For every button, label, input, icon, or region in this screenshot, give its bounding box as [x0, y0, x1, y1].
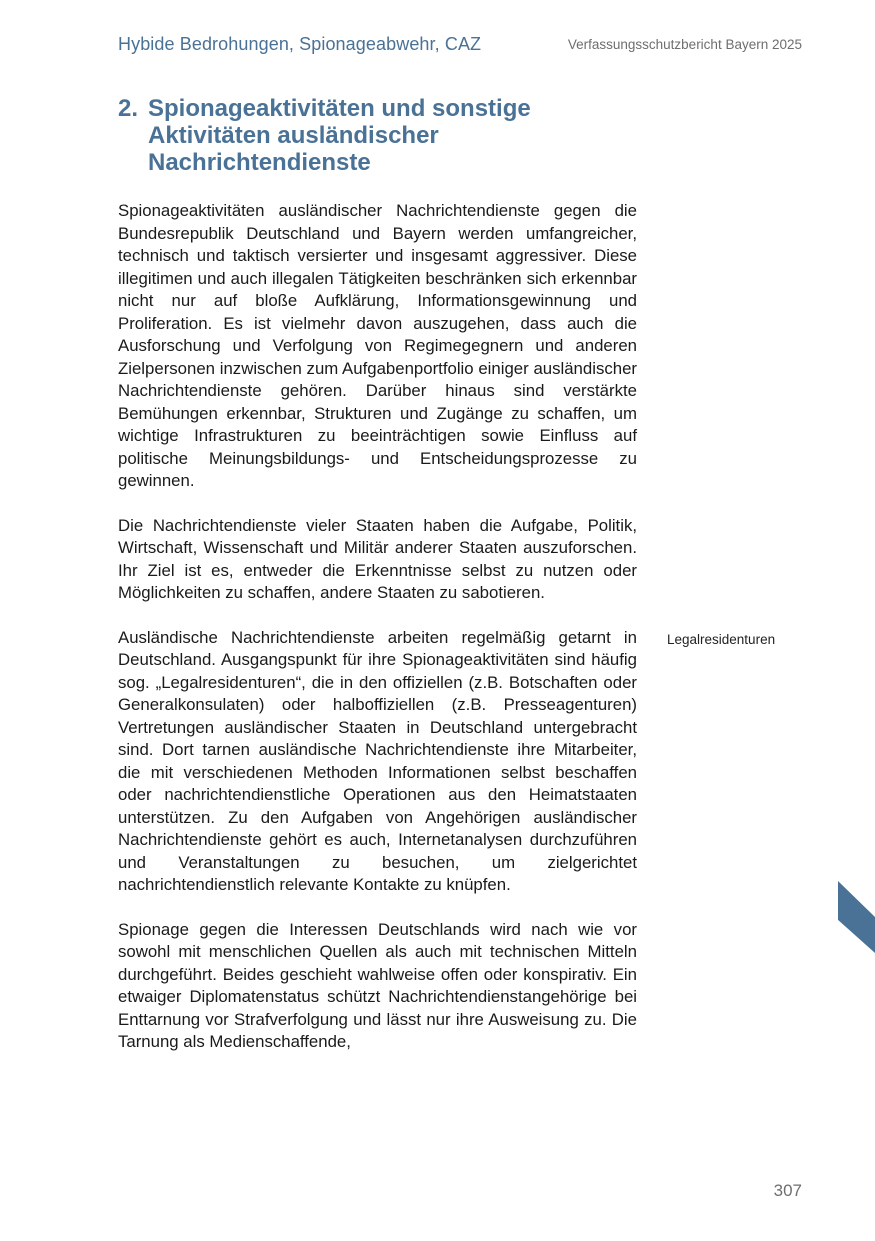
paragraph-3: Ausländische Nachrichtendienste arbeiten regelmäßig getarnt in Deutschland. Ausgangspunkt für ihre Spionageaktivitäten sind häufig sog. „Legalresidenturen“, die in den offiziellen (z.B. Botschaften oder Generalkonsulaten) oder halboffiziellen (z.B. Presseagenturen) Vertretungen ausländischer Staaten in Deutschland untergebracht sind. Dort tarnen ausländische Nachrichtendienste ihre Mitarbeiter, die mit verschiedenen Methoden Informationen selbst beschaffen oder nachrichtendienstliche Operationen aus den Heimatstaaten unterstützen. Zu den Aufgaben von Angehörigen ausländischer Nachrichtendienste gehört es auch, Internetanalysen durchzuführen und Veranstaltungen zu besuchen, um zielgerichtet nachrichtendienstlich relevante Kontakte zu knüpfen. — [118, 627, 637, 894]
paragraph-1: Spionageaktivitäten ausländischer Nachrichtendienste gegen die Bundesrepublik Deutschland und Bayern werden umfangreicher, technisch und taktisch versierter und insgesamt aggressiver. Diese illegitimen und auch illegalen Tätigkeiten beschränken sich erkennbar nicht nur auf bloße Aufklärung, Informationsgewinnung und Proliferation. Es ist vielmehr davon auszugehen, dass auch die Ausforschung und Verfolgung von Regimegegnern und anderen Zielpersonen inzwischen zum Aufgabenportfolio einiger ausländischer Nachrichtendienste gehören. Darüber hinaus sind verstärkte Bemühungen erkennbar, Strukturen und Zugänge zu schaffen, um wichtige Infrastrukturen zu beeinträchtigen sowie Einfluss auf politische Meinungsbildungs- und Entscheidungsprozesse zu gewinnen. — [118, 201, 637, 490]
body-text — [118, 200, 637, 1076]
paragraph-2: Die Nachrichtendienste vieler Staaten haben die Aufgabe, Politik, Wirtschaft, Wissenschaft und Militär anderer Staaten auszuforschen. Ihr Ziel ist es, entweder die Erkenntnisse selbst zu nutzen oder Möglichkeiten zu schaffen, andere Staaten zu sabotieren. — [118, 515, 637, 602]
section-heading — [118, 95, 638, 176]
page-number: 307 — [773, 1181, 802, 1200]
section-number: 2. — [118, 95, 139, 122]
section-title: Spionageaktivitäten und sonstige Aktivitäten ausländischer Nachrichtendienste — [148, 95, 531, 176]
paragraph-4: Spionage gegen die Interessen Deutschlands wird nach wie vor sowohl mit menschlichen Quellen als auch mit technischen Mitteln durchgeführt. Beides geschieht wahlweise offen oder konspirativ. Ein etwaiger Diplomatenstatus schützt Nachrichtendienstangehörige bei Enttarnung vor Strafverfolgung und lässt nur ihre Ausweisung zu. Die Tarnung als Medienschaffende, — [118, 919, 637, 1051]
margin-note: Legalresidenturen — [667, 632, 776, 647]
chapter-thumb-tab — [838, 881, 875, 953]
running-header-report-title: Verfassungsschutzbericht Bayern 2025 — [567, 37, 802, 52]
running-header-section-title: Hybide Bedrohungen, Spionageabwehr, CAZ — [118, 34, 482, 54]
